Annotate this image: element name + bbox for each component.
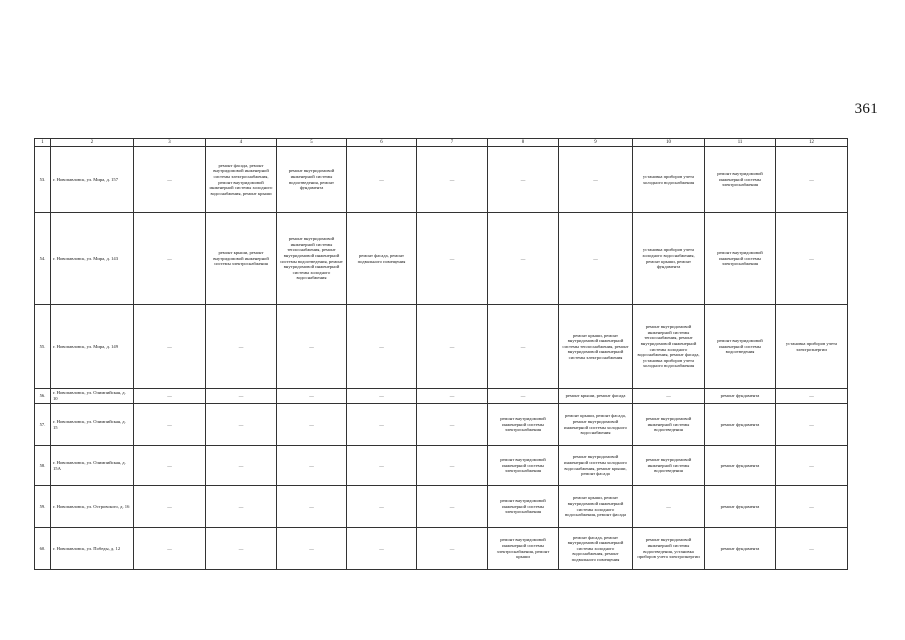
- work-cell: ремонт внутридомовой инженерной системы электроснабжения: [488, 486, 559, 528]
- work-cell: ремонт крыши, ремонт фасада: [559, 389, 633, 404]
- work-cell: —: [488, 305, 559, 389]
- work-cell: —: [277, 528, 347, 570]
- work-cell: —: [134, 528, 206, 570]
- work-cell: —: [134, 446, 206, 486]
- work-cell: —: [134, 305, 206, 389]
- work-cell: —: [277, 404, 347, 446]
- work-cell: —: [347, 305, 417, 389]
- work-cell: ремонт внутридомовой инженерной системы электроснабжения, ремонт крыши: [488, 528, 559, 570]
- work-cell: —: [206, 305, 277, 389]
- work-cell: —: [134, 389, 206, 404]
- work-cell: ремонт фасада, ремонт подвального помещения: [347, 213, 417, 305]
- address-cell: г. Новопавловск, ул. Олимпийская, д. 15: [51, 404, 134, 446]
- work-cell: ремонт крыши, ремонт внутридомовой инженерной системы холодного водоснабжения, ремонт фасада: [559, 486, 633, 528]
- table-row: [35, 213, 848, 305]
- column-number: 3: [134, 139, 206, 147]
- work-cell: —: [776, 213, 848, 305]
- work-cell: —: [776, 389, 848, 404]
- work-cell: —: [776, 404, 848, 446]
- work-cell: ремонт крыши, ремонт внутридомовой инженерной системы электроснабжения: [206, 213, 277, 305]
- work-cell: —: [206, 486, 277, 528]
- column-number: 6: [347, 139, 417, 147]
- table-row: [35, 446, 848, 486]
- work-cell: ремонт внутридомовой инженерной системы теплоснабжения, ремонт внутридомовой инженерной системы водоотведения, ремонт внутридомовой инженерной системы холодного водоснабжения: [277, 213, 347, 305]
- work-cell: ремонт фундамента: [705, 404, 776, 446]
- work-cell: ремонт внутридомовой инженерной системы теплоснабжения, ремонт внутридомовой инженерной системы холодного водоснабжения, ремонт фасада, установка приборов учета холодного водоснабжения: [633, 305, 705, 389]
- work-cell: —: [134, 147, 206, 213]
- work-cell: —: [417, 446, 488, 486]
- work-cell: ремонт внутридомовой инженерной системы электроснабжения: [488, 404, 559, 446]
- work-cell: ремонт внутридомовой инженерной системы водоотведения, ремонт фундамента: [277, 147, 347, 213]
- column-number: 5: [277, 139, 347, 147]
- work-cell: —: [347, 528, 417, 570]
- row-number-cell: 59.: [35, 486, 51, 528]
- row-number-cell: 57.: [35, 404, 51, 446]
- work-cell: —: [347, 446, 417, 486]
- work-cell: —: [206, 528, 277, 570]
- column-number: 1: [35, 139, 51, 147]
- work-cell: ремонт фасада, ремонт внутридомовой инженерной системы холодного водоснабжения, ремонт подвального помещения: [559, 528, 633, 570]
- work-cell: —: [134, 213, 206, 305]
- work-cell: установка приборов учета электроэнергии: [776, 305, 848, 389]
- work-cell: —: [347, 147, 417, 213]
- work-cell: ремонт внутридомовой инженерной системы водоотведения: [633, 404, 705, 446]
- row-number-cell: 56.: [35, 389, 51, 404]
- work-cell: —: [559, 147, 633, 213]
- work-cell: ремонт фундамента: [705, 528, 776, 570]
- page-number: 361: [854, 101, 878, 117]
- table-row: [35, 389, 848, 404]
- work-cell: ремонт внутридомовой инженерной системы водоотведения, установка приборов учета электроэнергии: [633, 528, 705, 570]
- address-cell: г. Новопавловск, ул. Олимпийская, д. 15А: [51, 446, 134, 486]
- column-number: 12: [776, 139, 848, 147]
- column-number: 10: [633, 139, 705, 147]
- work-cell: ремонт внутридомовой инженерной системы водоотведения: [633, 446, 705, 486]
- work-cell: ремонт крыши, ремонт внутридомовой инженерной системы теплоснабжения, ремонт внутридомовой инженерной системы электроснабжения: [559, 305, 633, 389]
- table-row: [35, 528, 848, 570]
- work-cell: ремонт внутридомовой инженерной системы электроснабжения: [705, 213, 776, 305]
- address-cell: г. Новопавловск, ул. Олимпийская, д. 10: [51, 389, 134, 404]
- work-cell: —: [488, 147, 559, 213]
- work-cell: установка приборов учета холодного водоснабжения: [633, 147, 705, 213]
- work-cell: —: [776, 446, 848, 486]
- address-cell: г. Новопавловск, ул. Мира, д. 157: [51, 147, 134, 213]
- work-cell: —: [347, 389, 417, 404]
- work-cell: —: [776, 528, 848, 570]
- column-number: 8: [488, 139, 559, 147]
- work-cell: ремонт крыши, ремонт фасада, ремонт внутридомовой инженерной системы холодного водоснабжения: [559, 404, 633, 446]
- work-cell: ремонт внутридомовой инженерной системы холодного водоснабжения, ремонт крыши, ремонт фасада: [559, 446, 633, 486]
- work-cell: —: [277, 486, 347, 528]
- address-cell: г. Новопавловск, ул. Мира, д. 149: [51, 305, 134, 389]
- work-cell: —: [633, 486, 705, 528]
- work-cell: —: [417, 528, 488, 570]
- address-cell: г. Новопавловск, ул. Мира, д. 143: [51, 213, 134, 305]
- work-cell: ремонт внутридомовой инженерной системы электроснабжения: [705, 147, 776, 213]
- work-cell: —: [206, 389, 277, 404]
- work-cell: —: [417, 389, 488, 404]
- table-row: [35, 404, 848, 446]
- work-cell: —: [417, 213, 488, 305]
- work-cell: —: [776, 147, 848, 213]
- work-cell: —: [347, 404, 417, 446]
- work-cell: ремонт внутридомовой инженерной системы водоотведения: [705, 305, 776, 389]
- work-cell: установка приборов учета холодного водоснабжения, ремонт крыши, ремонт фундамента: [633, 213, 705, 305]
- work-cell: ремонт фасада, ремонт внутридомовой инженерной системы электроснабжения, ремонт внутридомовой инженерной системы холодного водоснабжения, ремонт крыши: [206, 147, 277, 213]
- work-cell: —: [417, 305, 488, 389]
- row-number-cell: 60.: [35, 528, 51, 570]
- column-number: 7: [417, 139, 488, 147]
- repair-schedule-table: [34, 138, 848, 570]
- work-cell: —: [417, 147, 488, 213]
- row-number-cell: 54.: [35, 213, 51, 305]
- table-row: [35, 147, 848, 213]
- work-cell: —: [559, 213, 633, 305]
- address-cell: г. Новопавловск, ул. Победы, д. 12: [51, 528, 134, 570]
- work-cell: —: [776, 486, 848, 528]
- work-cell: —: [417, 404, 488, 446]
- address-cell: г. Новопавловск, ул. Островского, д. 16: [51, 486, 134, 528]
- work-cell: —: [277, 389, 347, 404]
- work-cell: ремонт внутридомовой инженерной системы электроснабжения: [488, 446, 559, 486]
- work-cell: —: [347, 486, 417, 528]
- work-cell: ремонт фундамента: [705, 389, 776, 404]
- column-number-header-row: [35, 139, 848, 147]
- work-cell: —: [633, 389, 705, 404]
- table-row: [35, 486, 848, 528]
- column-number: 2: [51, 139, 134, 147]
- work-cell: —: [488, 213, 559, 305]
- work-cell: ремонт фундамента: [705, 486, 776, 528]
- work-cell: —: [277, 446, 347, 486]
- row-number-cell: 53.: [35, 147, 51, 213]
- row-number-cell: 55.: [35, 305, 51, 389]
- work-cell: —: [277, 305, 347, 389]
- work-cell: —: [417, 486, 488, 528]
- work-cell: —: [206, 446, 277, 486]
- work-cell: —: [488, 389, 559, 404]
- column-number: 9: [559, 139, 633, 147]
- work-cell: —: [206, 404, 277, 446]
- column-number: 11: [705, 139, 776, 147]
- row-number-cell: 58.: [35, 446, 51, 486]
- work-cell: ремонт фундамента: [705, 446, 776, 486]
- work-cell: —: [134, 404, 206, 446]
- table-row: [35, 305, 848, 389]
- column-number: 4: [206, 139, 277, 147]
- work-cell: —: [134, 486, 206, 528]
